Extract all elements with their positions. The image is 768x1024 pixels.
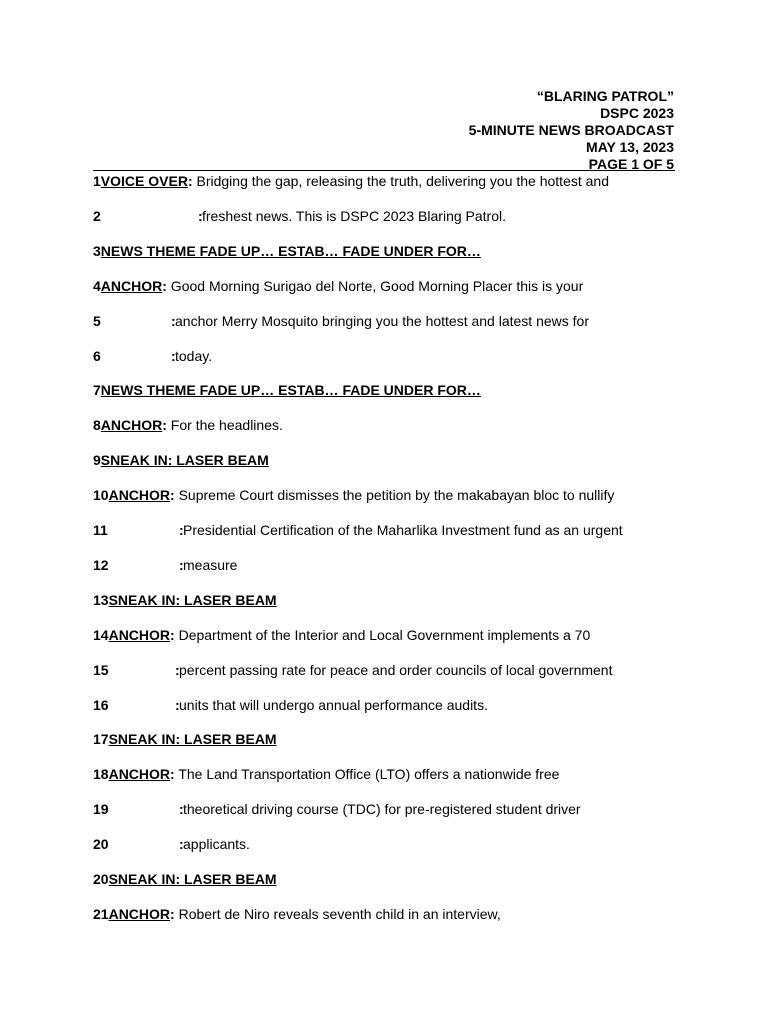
continuation-colon: : [171,347,176,364]
continuation-colon: : [179,522,184,538]
continuation-colon: : [179,801,184,818]
line-number: 4 [93,277,101,294]
script-line [93,661,613,679]
continuation-colon: : [175,696,180,713]
script-line [93,800,581,818]
line-number: 6 [93,347,101,364]
line-number: 18 [93,766,109,783]
show-title: “BLARING PATROL” [536,88,674,104]
event-name: DSPC 2023 [600,105,674,121]
speaker-colon: : [170,905,175,922]
line-number: 15 [93,661,109,678]
line-text: applicants. [183,836,250,853]
broadcast-format: 5-MINUTE NEWS BROADCAST [468,122,674,138]
line-number: 2 [93,207,101,224]
script-line [93,730,277,748]
continuation-colon: : [175,661,180,678]
line-number: 7 [93,382,101,399]
line-text: percent passing rate for peace and order councils of local government [179,661,613,678]
header-divider [93,170,675,171]
speaker-colon: : [170,626,175,643]
speaker-role: ANCHOR [108,905,171,922]
script-line [93,521,623,539]
speaker-role: VOICE OVER [100,173,188,189]
script-line [93,591,277,609]
production-cue: SNEAK IN: LASER BEAM [108,871,277,887]
line-text: measure [183,556,238,573]
script-line [93,451,269,469]
continuation-colon: : [179,556,184,573]
script-line [93,870,277,888]
line-number: 21 [93,905,109,922]
line-number: 10 [93,487,109,504]
production-cue: SNEAK IN: LASER BEAM [108,731,277,748]
script-line [93,207,506,225]
line-number: 12 [93,556,109,573]
line-text: units that will undergo annual performance audits. [179,696,488,713]
script-line [93,835,250,853]
speaker-colon: : [162,277,167,294]
speaker-colon: : [162,417,167,434]
speaker-colon: : [170,766,175,783]
line-text: anchor Merry Mosquito bringing you the hottest and latest news for [175,312,589,329]
line-text: theoretical driving course (TDC) for pre-registered student driver [183,801,581,818]
line-text: For the headlines. [166,417,283,434]
speaker-role: ANCHOR [108,766,171,783]
script-line [93,765,559,783]
line-text: Robert de Niro reveals seventh child in an interview, [174,905,501,922]
speaker-role: ANCHOR [100,417,163,434]
continuation-colon: : [171,312,176,329]
speaker-role: ANCHOR [108,626,171,643]
script-line [93,696,488,714]
line-number: 8 [93,417,101,434]
line-number: 9 [93,452,101,469]
speaker-colon: : [187,173,193,189]
script-line [93,277,583,295]
line-number: 3 [93,242,101,259]
production-cue: SNEAK IN: LASER BEAM [108,591,277,608]
line-text: The Land Transportation Office (LTO) offers a nationwide free [174,766,560,783]
script-line [93,381,481,399]
script-line [93,556,238,574]
line-text: Good Morning Surigao del Norte, Good Morning Placer this is your [166,277,584,294]
continuation-colon: : [179,836,184,853]
broadcast-date: MAY 13, 2023 [586,139,674,155]
speaker-colon: : [170,487,175,504]
line-number: 19 [93,801,109,818]
script-line [93,312,589,330]
line-text: freshest news. This is DSPC 2023 Blaring Patrol. [202,207,506,224]
script-header [469,88,674,173]
continuation-colon: : [198,207,203,224]
script-line [93,416,283,434]
script-line [93,242,481,260]
line-number: 5 [93,312,101,329]
script-line [93,905,501,923]
script-line [93,486,614,504]
production-cue: NEWS THEME FADE UP… ESTAB… FADE UNDER FOR… [100,382,481,399]
line-number: 20 [93,871,109,887]
speaker-role: ANCHOR [108,487,171,504]
line-text: today. [175,347,213,364]
speaker-role: ANCHOR [100,277,163,294]
script-line [93,626,590,644]
line-number: 20 [93,836,109,853]
line-number: 1 [93,173,101,189]
line-text: Presidential Certification of the Maharlika Investment fund as an urgent [183,522,623,538]
line-number: 13 [93,591,109,608]
line-text: Department of the Interior and Local Government implements a 70 [174,626,591,643]
script-line [93,347,213,365]
line-number: 14 [93,626,109,643]
production-cue: SNEAK IN: LASER BEAM [100,452,269,469]
line-number: 16 [93,696,109,713]
line-text: Supreme Court dismisses the petition by the makabayan bloc to nullify [174,487,615,504]
line-number: 17 [93,731,109,748]
production-cue: NEWS THEME FADE UP… ESTAB… FADE UNDER FOR… [100,242,481,259]
line-number: 11 [93,522,108,538]
page-indicator: PAGE 1 OF 5 [588,156,674,172]
line-text: Bridging the gap, releasing the truth, delivering you the hottest and [192,173,609,189]
script-line [93,172,609,190]
